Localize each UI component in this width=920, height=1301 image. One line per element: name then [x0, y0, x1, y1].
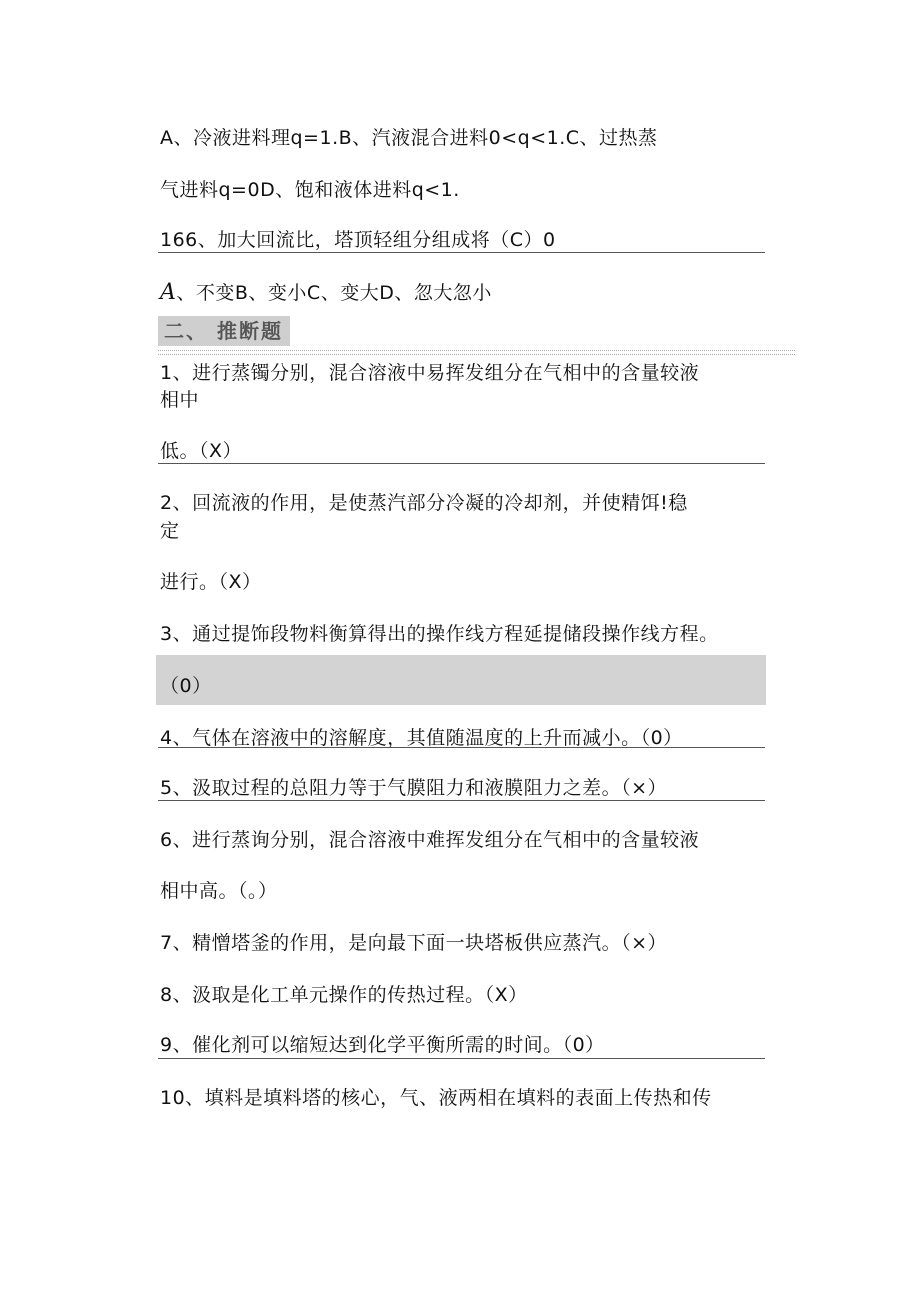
rule	[158, 800, 765, 801]
question-166: 166、加大回流比，塔顶轻组分组成将（C）0	[160, 229, 556, 251]
highlight-band	[156, 655, 766, 705]
question-2-line-2: 定	[160, 520, 180, 542]
rule	[158, 252, 765, 253]
question-6-line-1: 6、进行蒸询分别，混合溶液中难挥发组分在气相中的含量较液	[160, 829, 700, 851]
section-rule	[158, 354, 795, 355]
question-1-line-1: 1、进行蒸镯分别，混合溶液中易挥发组分在气相中的含量较液	[160, 362, 700, 384]
question-1-line-3: 低。（X）	[160, 440, 243, 462]
question-4: 4、气体在溶液中的溶解度，其值随温度的上升而减小。（0）	[160, 727, 683, 749]
section-title: 二、 推断题	[164, 319, 283, 343]
question-1-line-2: 相中	[160, 389, 200, 411]
question-3-line-2: （0）	[160, 675, 212, 697]
rule	[158, 1058, 765, 1059]
rule	[158, 463, 765, 464]
question-2-line-3: 进行。（X）	[160, 571, 262, 593]
question-166-options	[160, 281, 492, 305]
question-10: 10、填料是填料塔的核心，气、液两相在填料的表面上传热和传	[160, 1087, 712, 1109]
question-6-line-2: 相中高。（。）	[160, 880, 278, 902]
line-options-prev-1: A、冷液进料理q=1.B、汽液混合进料0<q<1.C、过热蒸	[160, 127, 658, 149]
question-2-line-1: 2、回流液的作用，是使蒸汽部分冷凝的冷却剂，并使精饵!稳	[160, 492, 688, 514]
option-text: 、不变B、变小C、变大D、忽大忽小	[176, 282, 492, 304]
rule	[158, 747, 765, 748]
line-options-prev-2: 气进料q=0D、饱和液体进料q<1.	[160, 179, 460, 201]
question-8: 8、汲取是化工单元操作的传热过程。（X）	[160, 984, 528, 1006]
question-7: 7、精憎塔釜的作用，是向最下面一块塔板供应蒸汽。（×）	[160, 932, 668, 954]
section-rule	[158, 350, 795, 351]
question-5: 5、汲取过程的总阻力等于气膜阻力和液膜阻力之差。（×）	[160, 777, 668, 799]
option-a-letter: A	[160, 280, 177, 305]
question-3-line-1: 3、通过提饰段物料衡算得出的操作线方程延提储段操作线方程。	[160, 623, 719, 645]
question-9: 9、催化剂可以缩短达到化学平衡所需的时间。（0）	[160, 1034, 605, 1056]
